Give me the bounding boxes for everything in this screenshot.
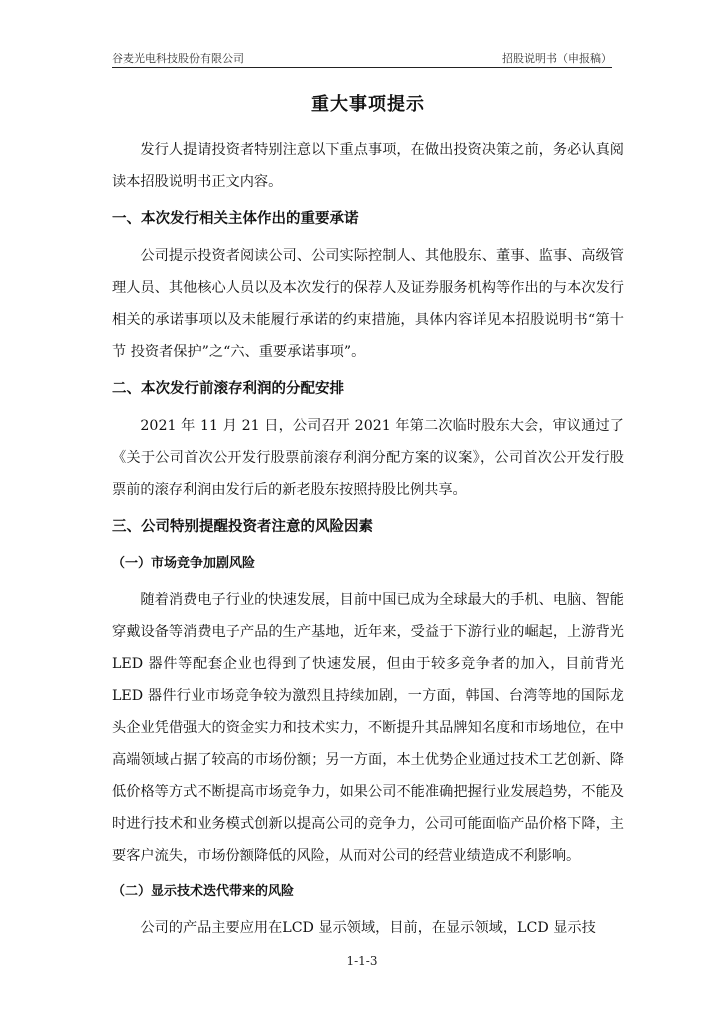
intro-paragraph: 发行人提请投资者特别注意以下重点事项，在做出投资决策之前，务必认真阅读本招股说明书正文内容。 [112, 142, 624, 190]
subsection-2-heading: （二）显示技术迭代带来的风险 [112, 884, 295, 899]
section-2-paragraph: 2021 年 11 月 21 日，公司召开 2021 年第二次临时股东大会，审议通过了《关于公司首次公开发行股票前滚存利润分配方案的议案》，公司首次公开发行股票前的滚存利润由发行后的新老股东按照持股比例共享。 [112, 418, 624, 498]
section-1-paragraph: 公司提示投资者阅读公司、公司实际控制人、其他股东、董事、监事、高级管理人员、其他核心人员以及本次发行的保荐人及证券服务机构等作出的与本次发行相关的承诺事项以及未能履行承诺的约束措施，具体内容详见本招股说明书“第十节 投资者保护”之“六、重要承诺事项”。 [112, 248, 624, 360]
page-body [112, 92, 624, 944]
header-document-type: 招股说明书（申报稿） [502, 52, 612, 65]
subsection-2-paragraph: 公司的产品主要应用在LCD 显示领域，目前，在显示领域，LCD 显示技 [140, 920, 596, 936]
subsection-1-paragraph: 随着消费电子行业的快速发展，目前中国已成为全球最大的手机、电脑、智能穿戴设备等消费电子产品的生产基地，近年来，受益于下游行业的崛起，上游背光 LED 器件等配套企业也得到了快速发展，但由于较多竞争者的加入，目前背光 LED 器件行业市场竞争较为激烈且持续加剧，一方面，韩国、台湾等地的国际龙头企业凭借强大的资金实力和技术实力，不断提升其品牌知名度和市场地位，在中高端领域占据了较高的市场份额；另一方面，本土优势企业通过技术工艺创新、降低价格等方式不断提高市场竞争力，如果公司不能准确把握行业发展趋势，不能及时进行技术和业务模式创新以提高公司的竞争力，公司可能面临产品价格下降，主要客户流失，市场份额降低的风险，从而对公司的经营业绩造成不利影响。 [112, 592, 624, 864]
subsection-1-heading: （一）市场竞争加剧风险 [112, 556, 256, 571]
page-title: 重大事项提示 [311, 94, 425, 115]
section-3-heading: 三、公司特别提醒投资者注意的风险因素 [112, 519, 373, 535]
page-header [112, 49, 612, 68]
section-2-heading: 二、本次发行前滚存利润的分配安排 [112, 381, 344, 397]
section-1-heading: 一、本次发行相关主体作出的重要承诺 [112, 211, 359, 227]
header-company-name: 谷麦光电科技股份有限公司 [112, 52, 244, 65]
page-number: 1-1-3 [346, 954, 378, 968]
